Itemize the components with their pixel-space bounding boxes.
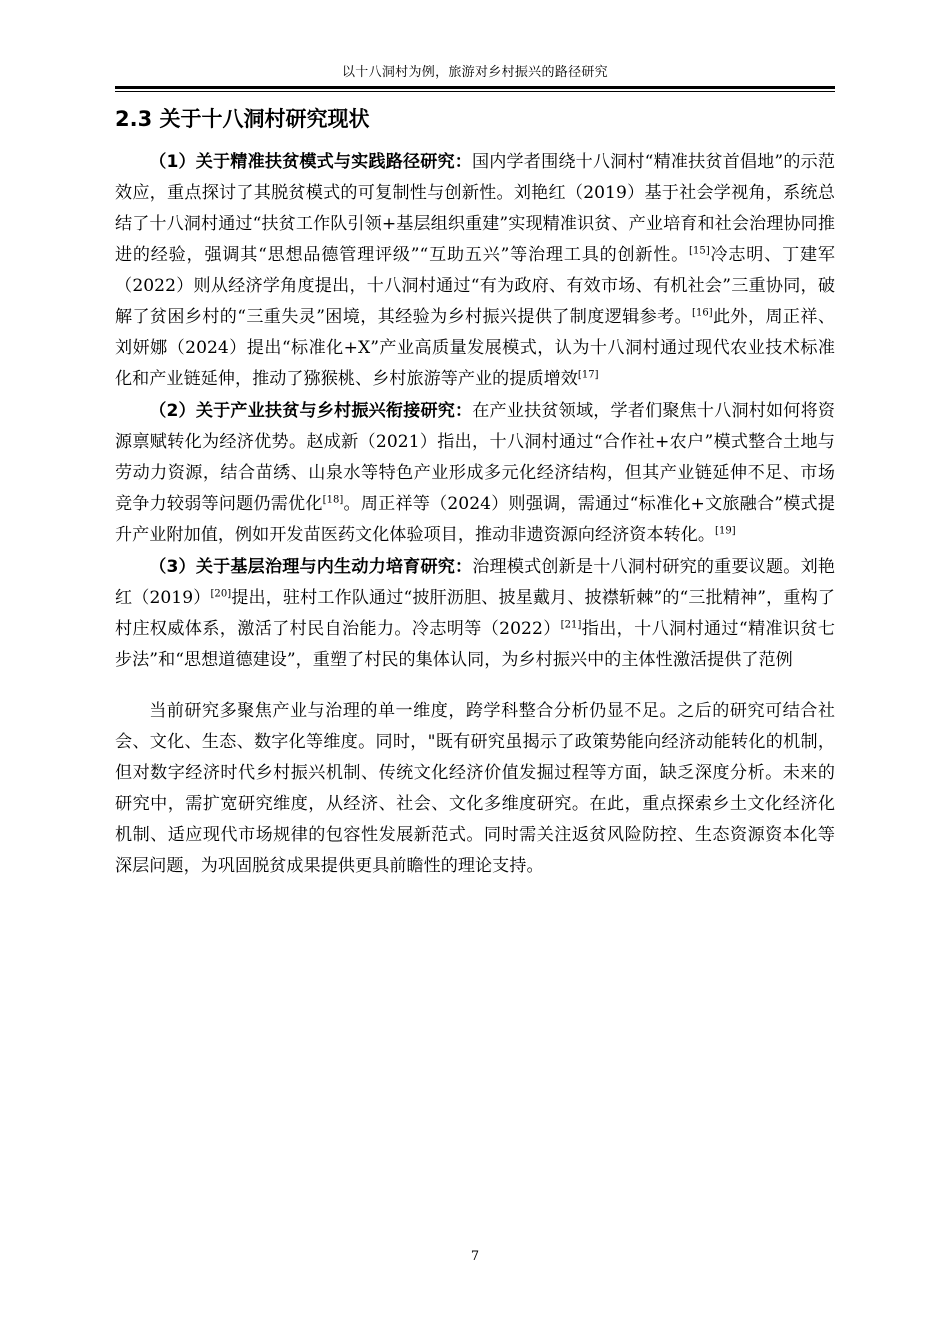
- citation-marker: [15]: [689, 245, 710, 257]
- citation-marker: [17]: [577, 369, 599, 381]
- section-heading: 2.3 关于十八洞村研究现状: [115, 107, 370, 131]
- paragraph-lead: （1）关于精准扶贫模式与实践路径研究：: [149, 152, 473, 172]
- citation-marker: [18]: [322, 494, 344, 506]
- paragraph-industry-poverty: [115, 396, 835, 551]
- citation-marker: [19]: [715, 525, 736, 537]
- paragraph-text: 指出，十八洞村通过“精准识贫七步法”和“思想道德建设”，重塑了村民的集体认同，为乡村振兴中的主体性激活提供了范例: [115, 619, 835, 670]
- paragraph-text: 国内学者围绕十八洞村“精准扶贫首倡地”的示范效应，重点探讨了其脱贫模式的可复制性与创新性。刘艳红（2019）基于社会学视角，系统总结了十八洞村通过“扶贫工作队引领+基层组织重建”实现精准识贫、产业培育和社会治理协同推进的经验，强调其“思想品德管理评级”“互助五兴”等治理工具的创新性。: [115, 152, 836, 265]
- running-header: 以十八洞村为例，旅游对乡村振兴的路径研究: [341, 65, 608, 80]
- paragraph-grassroots-governance: [115, 552, 835, 676]
- paragraph-text: 此外，周正祥、刘妍娜（2024）提出“标准化+X”产业高质量发展模式，认为十八洞村通过现代农业技术标准化和产业链延伸，推动了猕猴桃、乡村旅游等产业的提质增效: [115, 307, 835, 389]
- citation-marker: [21]: [560, 619, 582, 631]
- paragraph-research-outlook: [115, 696, 835, 882]
- paragraph-text: 提出，驻村工作队通过“披肝沥胆、披星戴月、披襟斩棘”的“三批精神”，重构了村庄权威体系，激活了村民自治能力。冷志明等（2022）: [115, 588, 835, 639]
- paragraph-text: 。周正祥等（2024）则强调，需通过“标准化+文旅融合”模式提升产业附加值，例如开发苗医药文化体验项目，推动非遗资源向经济资本转化。: [115, 494, 835, 545]
- paragraph-lead: （2）关于产业扶贫与乡村振兴衔接研究：: [149, 401, 473, 421]
- paragraph-text: 治理模式创新是十八洞村研究的重要议题。刘艳红（2019）: [115, 557, 835, 608]
- body-text: [115, 147, 835, 882]
- paragraph-text: 在产业扶贫领域，学者们聚焦十八洞村如何将资源禀赋转化为经济优势。赵成新（2021）指出，十八洞村通过“合作社+农户”模式整合土地与劳动力资源，结合苗绣、山泉水等特色产业形成多元化经济结构，但其产业链延伸不足、市场竞争力较弱等问题仍需优化: [115, 401, 835, 514]
- header-rule-thin: [115, 91, 835, 92]
- paragraph-text: 当前研究多聚焦产业与治理的单一维度，跨学科整合分析仍显不足。之后的研究可结合社会、文化、生态、数字化等维度。同时，"既有研究虽揭示了政策势能向经济动能转化的机制，但对数字经济时代乡村振兴机制、传统文化经济价值发掘过程等方面，缺乏深度分析。未来的研究中，需扩宽研究维度，从经济、社会、文化多维度研究。在此，重点探索乡土文化经济化机制、适应现代市场规律的包容性发展新范式。同时需关注返贫风险防控、生态资源资本化等深层问题，为巩固脱贫成果提供更具前瞻性的理论支持。: [115, 701, 835, 876]
- paragraph-precision-poverty: [115, 147, 835, 395]
- citation-marker: [20]: [210, 588, 232, 600]
- paragraph-text: 冷志明、丁建军（2022）则从经济学角度提出，十八洞村通过“有为政府、有效市场、有机社会”三重协同，破解了贫困乡村的“三重失灵”困境，其经验为乡村振兴提供了制度逻辑参考。: [115, 245, 835, 327]
- page-number: 7: [470, 1249, 480, 1264]
- citation-marker: [16]: [692, 307, 713, 319]
- paragraph-lead: （3）关于基层治理与内生动力培育研究：: [149, 557, 473, 577]
- header-rule-thick: [115, 86, 835, 89]
